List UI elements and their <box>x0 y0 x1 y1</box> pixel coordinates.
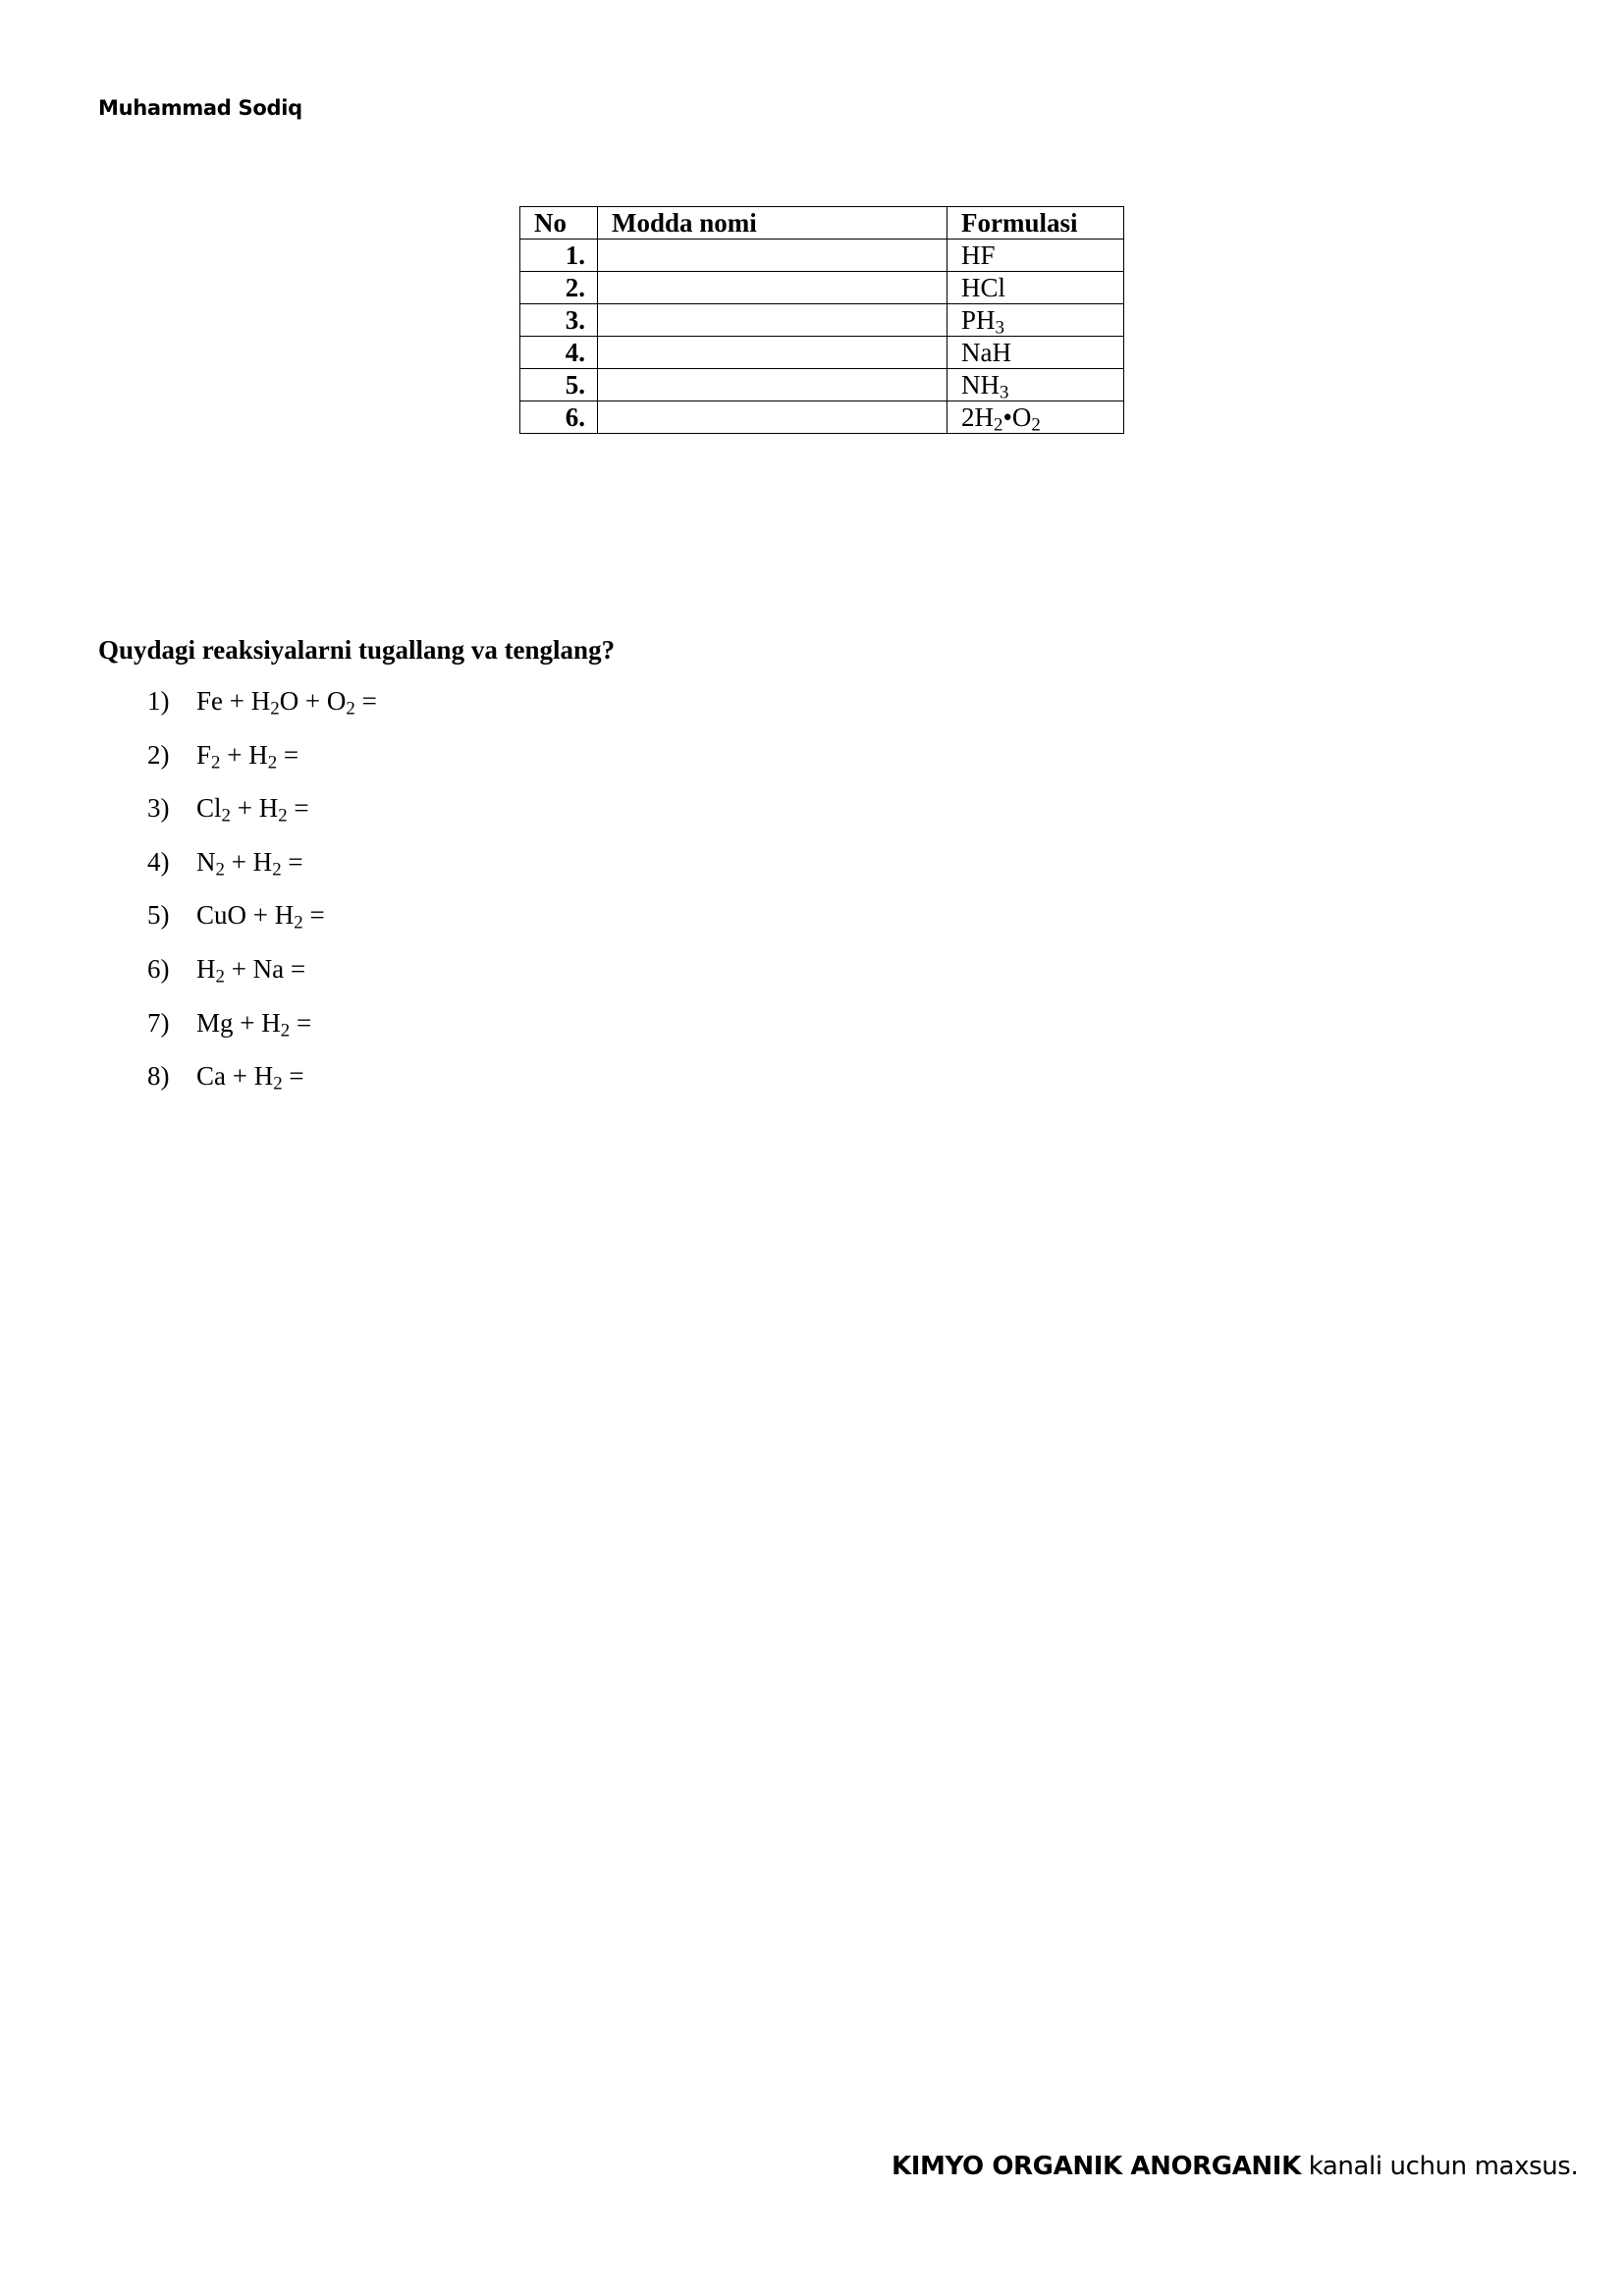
table-row <box>520 304 1124 337</box>
row-number: 2. <box>520 272 598 304</box>
reaction-equation: $N_2 + H_2$ = <box>196 846 303 881</box>
reaction-item <box>147 899 377 953</box>
reaction-number: 2) <box>147 739 170 770</box>
formula-cell: $PH_3$ <box>947 304 1124 337</box>
reaction-equation: $Cl_2 + H_2$ = <box>196 793 309 827</box>
row-number: 6. <box>520 401 598 434</box>
table-header-row <box>520 207 1124 240</box>
table-row <box>520 272 1124 304</box>
substance-name-cell <box>598 240 947 272</box>
reaction-item <box>147 1007 377 1061</box>
footer-channel-name: KIMYO ORGANIK ANORGANIK <box>892 2152 1301 2181</box>
reaction-number: 3) <box>147 793 170 824</box>
formula-cell: $NH_3$ <box>947 369 1124 401</box>
reaction-item <box>147 685 377 739</box>
table-row <box>520 369 1124 401</box>
reactions-list <box>147 685 377 1114</box>
substance-name-cell <box>598 304 947 337</box>
formula-cell: $2H_2•O_2$ <box>947 401 1124 434</box>
substance-name-cell <box>598 272 947 304</box>
reaction-number: 1) <box>147 686 170 716</box>
reaction-number: 8) <box>147 1061 170 1092</box>
formula-cell: HCl <box>947 272 1124 304</box>
reaction-equation: CuO + $H_2$ = <box>196 900 325 934</box>
substance-name-cell <box>598 401 947 434</box>
reaction-item <box>147 739 377 793</box>
substances-table-container <box>519 206 1124 434</box>
footer-suffix: kanali uchun maxsus. <box>1300 2152 1579 2181</box>
table-body <box>520 240 1124 434</box>
reaction-number: 4) <box>147 846 170 877</box>
reaction-equation: $Ca + H_2$ = <box>196 1061 304 1095</box>
reaction-equation: $Mg + H_2$ = <box>196 1007 312 1041</box>
formula-cell: NaH <box>947 337 1124 369</box>
table-row <box>520 401 1124 434</box>
reaction-number: 7) <box>147 1007 170 1038</box>
substance-name-cell <box>598 369 947 401</box>
substance-name-cell <box>598 337 947 369</box>
header-substance-name: Modda nomi <box>598 207 947 240</box>
reaction-item <box>147 792 377 846</box>
reaction-item <box>147 846 377 900</box>
formula-cell: HF <box>947 240 1124 272</box>
author-name: Muhammad Sodiq <box>98 96 302 120</box>
reaction-number: 6) <box>147 953 170 984</box>
row-number: 3. <box>520 304 598 337</box>
substances-table <box>519 206 1124 434</box>
row-number: 5. <box>520 369 598 401</box>
row-number: 4. <box>520 337 598 369</box>
header-formula: Formulasi <box>947 207 1124 240</box>
reaction-equation: $H_2 + Na$ = <box>196 953 306 988</box>
reaction-equation: $Fe + H_2O + O_2$ = <box>196 686 377 720</box>
reaction-item <box>147 1060 377 1114</box>
reaction-number: 5) <box>147 900 170 931</box>
footer-note <box>892 2152 1578 2181</box>
row-number: 1. <box>520 240 598 272</box>
reaction-equation: $F_2 + H_2$ = <box>196 739 299 774</box>
table-row <box>520 337 1124 369</box>
reactions-question: Quydagi reaksiyalarni tugallang va tenglang? <box>98 635 616 665</box>
reaction-item <box>147 953 377 1007</box>
header-no: No <box>520 207 598 240</box>
table-row <box>520 240 1124 272</box>
